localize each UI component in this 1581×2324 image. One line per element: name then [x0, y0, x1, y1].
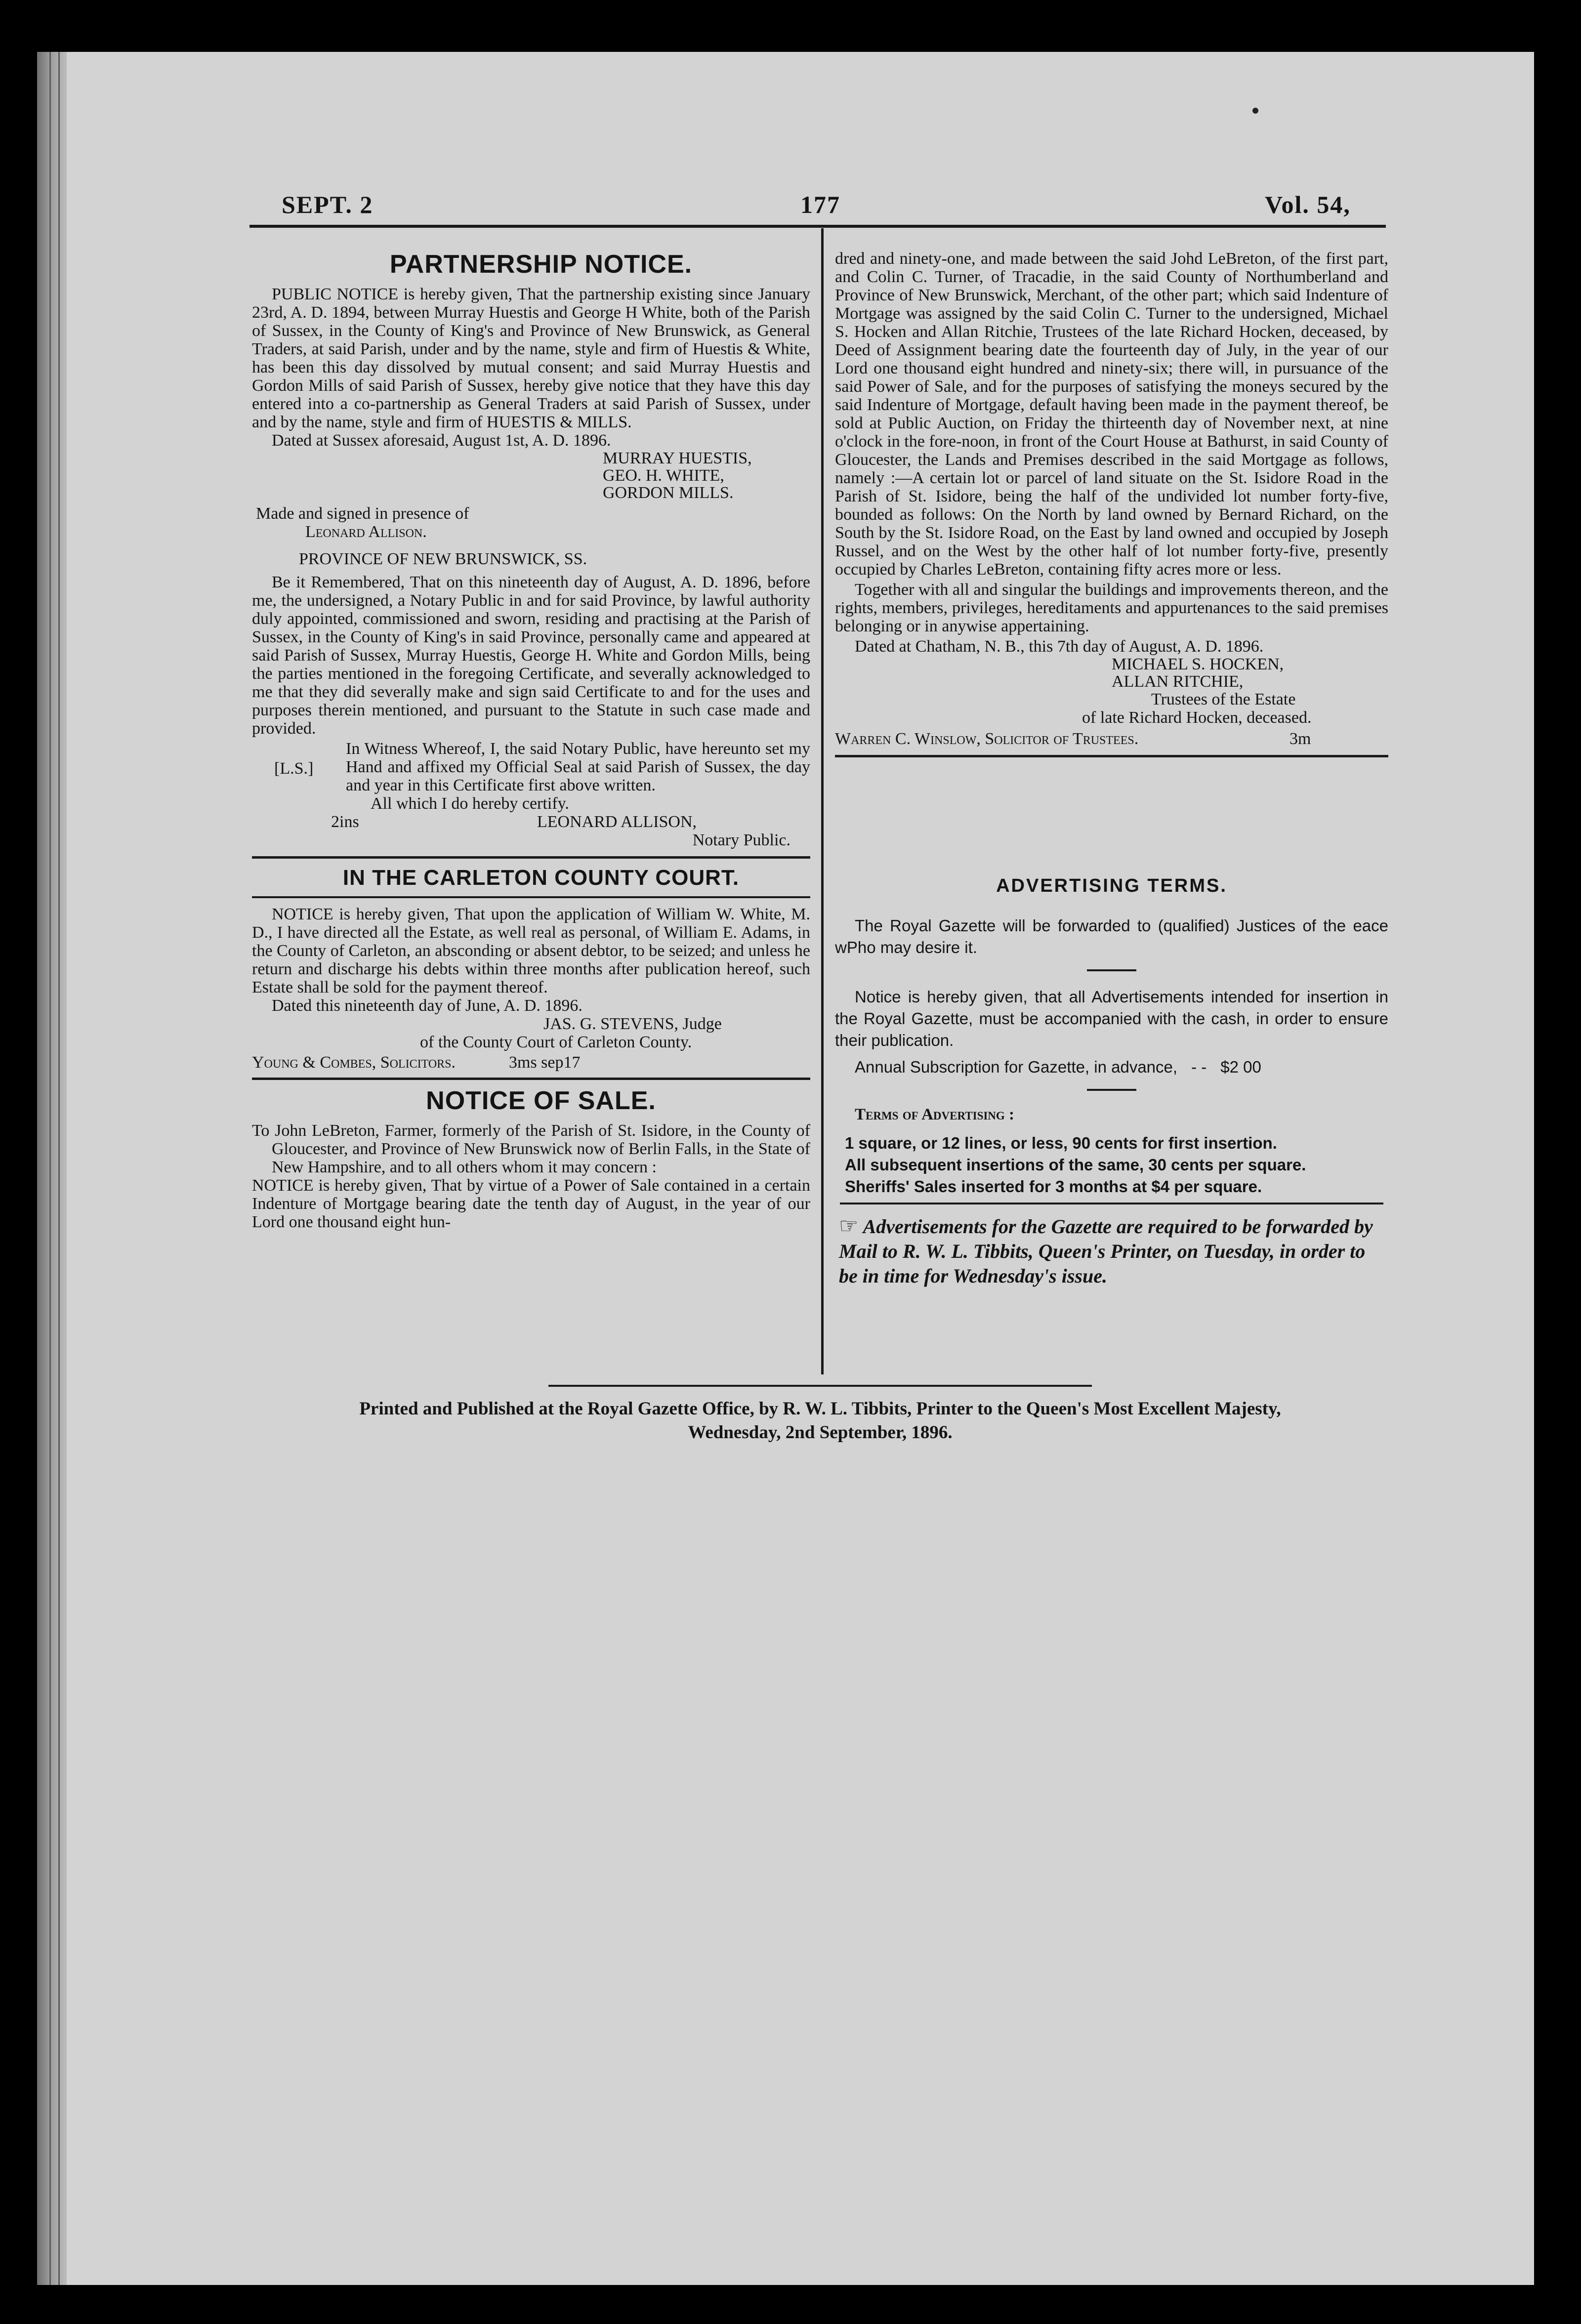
carleton-body: NOTICE is hereby given, That upon the application of William W. White, M. D., I have directed all the Estate, as well real as personal, of William E. Adams, in the County of Carleton, an absconding or absent debtor, to be seized; and unless he return and discharge his debts within three months after publication hereof, such Estate shall be sold for the payment thereof. [252, 905, 810, 996]
footer-rule [548, 1385, 1092, 1387]
notary-name: LEONARD ALLISON, [537, 813, 697, 831]
section-rule [252, 1078, 810, 1080]
cash-notice: Notice is hereby given, that all Advertisements intended for insertion in the Royal Gazette, must be accompanied with the cash, in order to ensure their publication. [835, 988, 1388, 1049]
witness-name: Leonard Allison. [305, 523, 427, 541]
section-rule [252, 856, 810, 859]
sale-body-continued: dred and ninety-one, and made between the said Johd LeBreton, of the first part, and Colin C. Turner, of Tracadie, in the said County of Northumberland and Province of New Brunswick, Merchant, of the other part; which said Indenture of Mortgage was assigned by the said Colin C. Turner to the undersigned, Michael S. Hocken and Allan Ritchie, Trustees of the late Richard Hocken, deceased, by Deed of Assignment bearing date the fourteenth day of July, in the year of our Lord one thousand eight hundred and ninety-six; there will, in pursuance of the said Power of Sale, and for the purposes of satisfying the moneys secured by the said Indenture of Mortgage, default having been made in the payment thereof, be sold at Public Auction, on Friday the thirteenth day of November next, at nine o'clock in the fore-noon, in front of the Court House at Bathurst, in said County of Gloucester, the Lands and Premises described in the said Mortgage as follows, namely :—A certain lot or parcel of land situate on the St. Isidore Road in the Parish of St. Isidore, being the half of the undivided lot number forty-five, bounded as follows: On the North by land owned by Bernard Richard, on the South by the St. Isidore Road, on the East by land owned and occupied by Joseph Russel, and on the West by the other half of lot number forty-five, presently occupied by Charles LeBreton, containing fifty acres more or less. [835, 249, 1388, 579]
section-rule [835, 755, 1388, 757]
carleton-dated: Dated this nineteenth day of June, A. D. 1896. [272, 996, 582, 1015]
signer-name: ALLAN RITCHIE, [1112, 672, 1244, 691]
section-rule [840, 1203, 1383, 1204]
header-rule [250, 225, 1386, 228]
sale-body: NOTICE is hereby given, That by virtue of a Power of Sale contained in a certain Indenture of Mortgage bearing date the tenth day of August, in the year of our Lord one thousand eight hun- [252, 1176, 810, 1231]
page-number: 177 [800, 191, 840, 218]
signer-name: GEO. H. WHITE, [603, 466, 724, 485]
mail-notice-block [835, 1214, 1388, 1288]
partnership-title: PARTNERSHIP NOTICE. [389, 250, 693, 279]
signer-name: MURRAY HUESTIS, [603, 449, 752, 467]
right-column [835, 249, 1388, 757]
subscription-label: Annual Subscription for Gazette, in advance, [855, 1058, 1178, 1076]
witness-whereof-block [252, 740, 810, 794]
rate-line: Sheriffs' Sales inserted for 3 months at $4 per square. [845, 1177, 1262, 1196]
subscription-line [835, 1056, 1388, 1078]
imprint-date: Wednesday, 2nd September, 1896. [688, 1422, 953, 1443]
rate-line: 1 square, or 12 lines, or less, 90 cents for first insertion. [845, 1134, 1277, 1152]
short-rule [1087, 1089, 1136, 1091]
presence-text: Made and signed in presence of [256, 504, 469, 523]
gazette-notice: The Royal Gazette will be forwarded to (qualified) Justices of the eace wPho may desire it. [835, 916, 1388, 956]
mail-notice: Advertisements for the Gazette are required to be forwarded by Mail to R. W. L. Tibbits, Queen's Printer, on Tuesday, in order to be in time for Wednesday's issue. [839, 1215, 1373, 1287]
spine-edge [49, 52, 51, 2285]
carleton-title: IN THE CARLETON COUNTY COURT. [342, 866, 740, 890]
column-divider [821, 228, 824, 1374]
remembered-body: Be it Remembered, That on this nineteenth day of August, A. D. 1896, before me, the undersigned, a Notary Public in and for said Province, by lawful authority duly appointed, commissioned and sworn, residing and practising at the Parish of Sussex, in the County of King's in said Province, personally came and appeared at said Parish of Sussex, Murray Huestis, George H. White and Gordon Mills, being the parties mentioned in the foregoing Certificate, and severally acknowledged to me that they did severally make and sign said Certificate to and for the uses and purposes therein mentioned, and pursuant to the Statute in such case made and provided. [252, 573, 810, 738]
terms-title: ADVERTISING TERMS. [996, 875, 1227, 896]
partnership-body: PUBLIC NOTICE is hereby given, That the partnership existing since January 23rd, A. D. 1894, between Murray Huestis and George H White, both of the Parish of Sussex, in the County of King's and Province of New Brunswick, as General Traders, at said Parish, under and by the name, style and firm of Huestis & White, has been this day dissolved by mutual consent; and said Murray Huestis and Gordon Mills of said Parish of Sussex, hereby give notice that they have this day entered into a co-partnership as General Traders at said Parish of Sussex, under and by the name, style and firm of HUESTIS & MILLS. [252, 285, 810, 431]
subscription-price: $2 00 [1220, 1058, 1261, 1076]
sale-together: Together with all and singular the buildings and improvements thereon, and the rights, members, privileges, hereditaments and appurtenances to the said premises belonging or in anywise appertaining. [835, 581, 1388, 635]
partnership-signers [603, 450, 810, 501]
sale-signers [1112, 656, 1388, 690]
notary-sign-line [252, 813, 810, 831]
short-rule [1087, 969, 1136, 971]
signer-name: MICHAEL S. HOCKEN, [1112, 655, 1284, 673]
footer-imprint [247, 1397, 1393, 1445]
court-name: of the County Court of Carleton County. [420, 1033, 692, 1051]
volume-number: Vol. 54, [1265, 191, 1351, 218]
left-column [252, 249, 810, 1231]
carleton-solicitors: Young & Combes, Solicitors. [252, 1053, 456, 1072]
notary-title: Notary Public. [692, 831, 790, 849]
book-spine [37, 52, 67, 2285]
trustees-line: of late Richard Hocken, deceased. [1082, 708, 1312, 727]
trustees-line: Trustees of the Estate [1151, 690, 1296, 708]
sale-solicitor-line [835, 730, 1388, 748]
province-line: PROVINCE OF NEW BRUNSWICK, SS. [299, 550, 587, 568]
sale-address: To John LeBreton, Farmer, formerly of the Parish of St. Isidore, in the County of Gloucester, and Province of New Brunswick now of Berlin Falls, in the State of New Hampshire, and to all others whom it may concern : [252, 1121, 810, 1176]
advertising-terms [835, 873, 1388, 1288]
title-underline [252, 896, 810, 898]
ink-speck [1252, 108, 1258, 114]
certify-line: All which I do hereby certify. [371, 794, 569, 813]
imprint-line: Printed and Published at the Royal Gazette Office, by R. W. L. Tibbits, Printer to the Queen's Most Excellent Majesty, [359, 1399, 1281, 1419]
sale-solicitor: Warren C. Winslow, Solicitor of Trustees. [835, 730, 1139, 748]
rates-list [835, 1132, 1388, 1198]
rate-line: All subsequent insertions of the same, 30 cents per square. [845, 1156, 1306, 1174]
spine-edge [58, 52, 60, 2285]
judge-name: JAS. G. STEVENS, Judge [543, 1015, 722, 1033]
sale-title: NOTICE OF SALE. [426, 1086, 656, 1115]
sale-dated: Dated at Chatham, N. B., this 7th day of August, A. D. 1896. [855, 637, 1264, 656]
terms-heading: Terms of Advertising : [855, 1106, 1015, 1123]
issue-date: SEPT. 2 [282, 191, 374, 218]
insertion-code: 2ins [331, 813, 359, 831]
subscription-dashes: - - [1191, 1058, 1207, 1076]
witness-whereof-text: In Witness Whereof, I, the said Notary Public, have hereunto set my Hand and affixed my Official Seal at said Parish of Sussex, the day and year in this Certificate first above written. [346, 740, 810, 794]
signer-name: GORDON MILLS. [603, 484, 734, 502]
carleton-solicitor-line [252, 1053, 810, 1072]
pointing-hand-icon: ☞ [839, 1213, 859, 1239]
presence-block [256, 504, 810, 541]
partnership-dated: Dated at Sussex aforesaid, August 1st, A. D. 1896. [272, 431, 611, 450]
insertion-code: 3m [1290, 730, 1311, 748]
seal-mark: [L.S.] [274, 759, 314, 778]
insertion-code: 3ms sep17 [509, 1053, 581, 1072]
